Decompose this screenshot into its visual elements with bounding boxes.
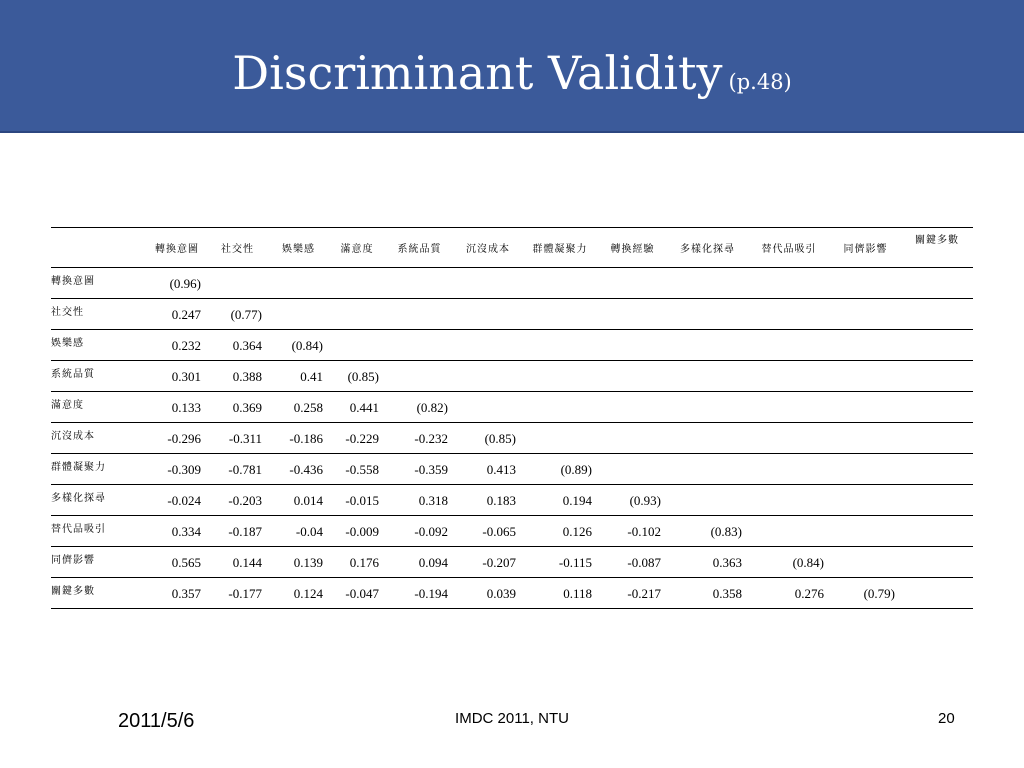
correlation-cell: [667, 485, 748, 516]
row-label: 群體凝聚力: [51, 454, 147, 485]
correlation-cell: [598, 454, 667, 485]
correlation-cell: -0.436: [268, 454, 329, 485]
correlation-cell: [901, 454, 973, 485]
correlation-cell: 0.334: [147, 516, 207, 547]
correlation-cell: [901, 423, 973, 454]
column-header: 沉沒成本: [454, 228, 522, 268]
row-label: 多樣化探尋: [51, 485, 147, 516]
correlation-cell: 0.369: [207, 392, 268, 423]
correlation-cell: [385, 330, 454, 361]
correlation-cell: [748, 268, 830, 299]
correlation-table: [51, 227, 973, 609]
correlation-cell: (0.84): [268, 330, 329, 361]
correlation-cell: [268, 268, 329, 299]
column-header: 群體凝聚力: [522, 228, 598, 268]
table-row: [51, 578, 973, 609]
correlation-cell: -0.194: [385, 578, 454, 609]
table-row: [51, 423, 973, 454]
correlation-cell: [667, 454, 748, 485]
correlation-cell: [598, 299, 667, 330]
correlation-cell: [830, 330, 901, 361]
correlation-cell: (0.93): [598, 485, 667, 516]
correlation-cell: [901, 361, 973, 392]
correlation-cell: [329, 330, 385, 361]
correlation-cell: 0.139: [268, 547, 329, 578]
corner-header: [51, 228, 147, 268]
correlation-cell: (0.83): [667, 516, 748, 547]
correlation-cell: [598, 392, 667, 423]
row-label: 關鍵多數: [51, 578, 147, 609]
correlation-cell: [329, 268, 385, 299]
correlation-cell: 0.094: [385, 547, 454, 578]
correlation-cell: [901, 330, 973, 361]
correlation-cell: -0.217: [598, 578, 667, 609]
correlation-cell: [268, 299, 329, 330]
correlation-cell: -0.229: [329, 423, 385, 454]
correlation-cell: 0.301: [147, 361, 207, 392]
correlation-cell: [385, 361, 454, 392]
correlation-cell: [748, 516, 830, 547]
correlation-cell: 0.441: [329, 392, 385, 423]
correlation-cell: [207, 268, 268, 299]
correlation-cell: 0.126: [522, 516, 598, 547]
correlation-cell: 0.232: [147, 330, 207, 361]
table-row: [51, 547, 973, 578]
correlation-cell: [830, 547, 901, 578]
table-row: [51, 330, 973, 361]
correlation-cell: 0.183: [454, 485, 522, 516]
correlation-cell: -0.186: [268, 423, 329, 454]
correlation-cell: 0.41: [268, 361, 329, 392]
table-row: [51, 299, 973, 330]
row-label: 替代品吸引: [51, 516, 147, 547]
correlation-cell: 0.014: [268, 485, 329, 516]
page-number: 20: [938, 710, 955, 727]
correlation-cell: [522, 392, 598, 423]
table-row: [51, 485, 973, 516]
correlation-cell: 0.118: [522, 578, 598, 609]
correlation-cell: [901, 392, 973, 423]
correlation-cell: [522, 361, 598, 392]
correlation-cell: 0.318: [385, 485, 454, 516]
correlation-cell: [830, 268, 901, 299]
table-row: [51, 516, 973, 547]
correlation-cell: [901, 547, 973, 578]
correlation-cell: 0.358: [667, 578, 748, 609]
column-header: 娛樂感: [268, 228, 329, 268]
correlation-cell: -0.04: [268, 516, 329, 547]
correlation-cell: -0.009: [329, 516, 385, 547]
correlation-cell: [901, 268, 973, 299]
correlation-cell: [830, 361, 901, 392]
correlation-cell: -0.047: [329, 578, 385, 609]
correlation-cell: -0.558: [329, 454, 385, 485]
correlation-cell: [385, 299, 454, 330]
correlation-cell: [522, 330, 598, 361]
correlation-cell: [830, 392, 901, 423]
correlation-cell: 0.565: [147, 547, 207, 578]
correlation-cell: [830, 516, 901, 547]
correlation-cell: [667, 299, 748, 330]
correlation-cell: (0.85): [454, 423, 522, 454]
correlation-cell: [830, 485, 901, 516]
header-row: [51, 228, 973, 268]
correlation-cell: -0.359: [385, 454, 454, 485]
correlation-cell: [901, 578, 973, 609]
slide-title: [0, 46, 1024, 100]
row-label: 娛樂感: [51, 330, 147, 361]
row-label: 沉沒成本: [51, 423, 147, 454]
correlation-cell: [748, 392, 830, 423]
correlation-cell: -0.207: [454, 547, 522, 578]
correlation-cell: [901, 516, 973, 547]
correlation-cell: [667, 361, 748, 392]
table-body: [51, 268, 973, 609]
correlation-cell: [748, 330, 830, 361]
correlation-cell: [454, 299, 522, 330]
correlation-cell: 0.357: [147, 578, 207, 609]
row-label: 滿意度: [51, 392, 147, 423]
correlation-cell: 0.176: [329, 547, 385, 578]
correlation-cell: [454, 330, 522, 361]
correlation-cell: [522, 268, 598, 299]
correlation-cell: -0.311: [207, 423, 268, 454]
title-page-ref: (p.48): [728, 70, 792, 94]
table-row: [51, 392, 973, 423]
correlation-cell: 0.388: [207, 361, 268, 392]
correlation-cell: [748, 423, 830, 454]
correlation-cell: -0.187: [207, 516, 268, 547]
table-row: [51, 454, 973, 485]
column-header: 同儕影響: [830, 228, 901, 268]
correlation-cell: [901, 485, 973, 516]
correlation-cell: (0.85): [329, 361, 385, 392]
correlation-cell: (0.82): [385, 392, 454, 423]
correlation-cell: [522, 299, 598, 330]
correlation-cell: [598, 268, 667, 299]
correlation-cell: -0.115: [522, 547, 598, 578]
correlation-cell: 0.039: [454, 578, 522, 609]
row-label: 社交性: [51, 299, 147, 330]
correlation-cell: 0.133: [147, 392, 207, 423]
correlation-cell: -0.781: [207, 454, 268, 485]
correlation-cell: 0.276: [748, 578, 830, 609]
column-header: 多樣化探尋: [667, 228, 748, 268]
title-main: Discriminant Validity: [232, 46, 723, 100]
correlation-cell: [830, 299, 901, 330]
correlation-cell: -0.092: [385, 516, 454, 547]
table-row: [51, 361, 973, 392]
correlation-cell: -0.296: [147, 423, 207, 454]
correlation-cell: 0.144: [207, 547, 268, 578]
footer-date: 2011/5/6: [118, 710, 195, 732]
correlation-cell: [748, 485, 830, 516]
correlation-cell: 0.364: [207, 330, 268, 361]
row-label: 同儕影響: [51, 547, 147, 578]
row-label: 轉換意圖: [51, 268, 147, 299]
correlation-cell: [598, 423, 667, 454]
correlation-cell: [748, 454, 830, 485]
column-header: 轉換意圖: [147, 228, 207, 268]
correlation-cell: [598, 361, 667, 392]
correlation-cell: 0.194: [522, 485, 598, 516]
correlation-cell: [748, 361, 830, 392]
column-header: 轉換經驗: [598, 228, 667, 268]
correlation-cell: [454, 361, 522, 392]
correlation-cell: -0.177: [207, 578, 268, 609]
correlation-cell: -0.015: [329, 485, 385, 516]
correlation-cell: (0.89): [522, 454, 598, 485]
correlation-cell: 0.363: [667, 547, 748, 578]
title-bar: [0, 0, 1024, 133]
correlation-cell: [667, 330, 748, 361]
column-header: 替代品吸引: [748, 228, 830, 268]
correlation-cell: 0.247: [147, 299, 207, 330]
correlation-cell: [667, 392, 748, 423]
correlation-cell: (0.77): [207, 299, 268, 330]
correlation-cell: [385, 268, 454, 299]
correlation-cell: [598, 330, 667, 361]
correlation-cell: [667, 268, 748, 299]
correlation-table-container: [51, 227, 973, 609]
correlation-cell: (0.96): [147, 268, 207, 299]
correlation-cell: [329, 299, 385, 330]
footer-conference: IMDC 2011, NTU: [455, 710, 569, 727]
correlation-cell: 0.413: [454, 454, 522, 485]
table-row: [51, 268, 973, 299]
correlation-cell: -0.024: [147, 485, 207, 516]
correlation-cell: [454, 268, 522, 299]
correlation-cell: (0.79): [830, 578, 901, 609]
row-label: 系統品質: [51, 361, 147, 392]
correlation-cell: (0.84): [748, 547, 830, 578]
correlation-cell: -0.232: [385, 423, 454, 454]
correlation-cell: [901, 299, 973, 330]
correlation-cell: [830, 454, 901, 485]
correlation-cell: 0.258: [268, 392, 329, 423]
column-header: 社交性: [207, 228, 268, 268]
correlation-cell: [454, 392, 522, 423]
correlation-cell: -0.065: [454, 516, 522, 547]
correlation-cell: -0.102: [598, 516, 667, 547]
correlation-cell: -0.309: [147, 454, 207, 485]
correlation-cell: [830, 423, 901, 454]
correlation-cell: 0.124: [268, 578, 329, 609]
column-header: 系統品質: [385, 228, 454, 268]
correlation-cell: -0.203: [207, 485, 268, 516]
column-header: 關鍵多數: [901, 228, 973, 268]
column-header: 滿意度: [329, 228, 385, 268]
correlation-cell: -0.087: [598, 547, 667, 578]
correlation-cell: [667, 423, 748, 454]
correlation-cell: [522, 423, 598, 454]
correlation-cell: [748, 299, 830, 330]
